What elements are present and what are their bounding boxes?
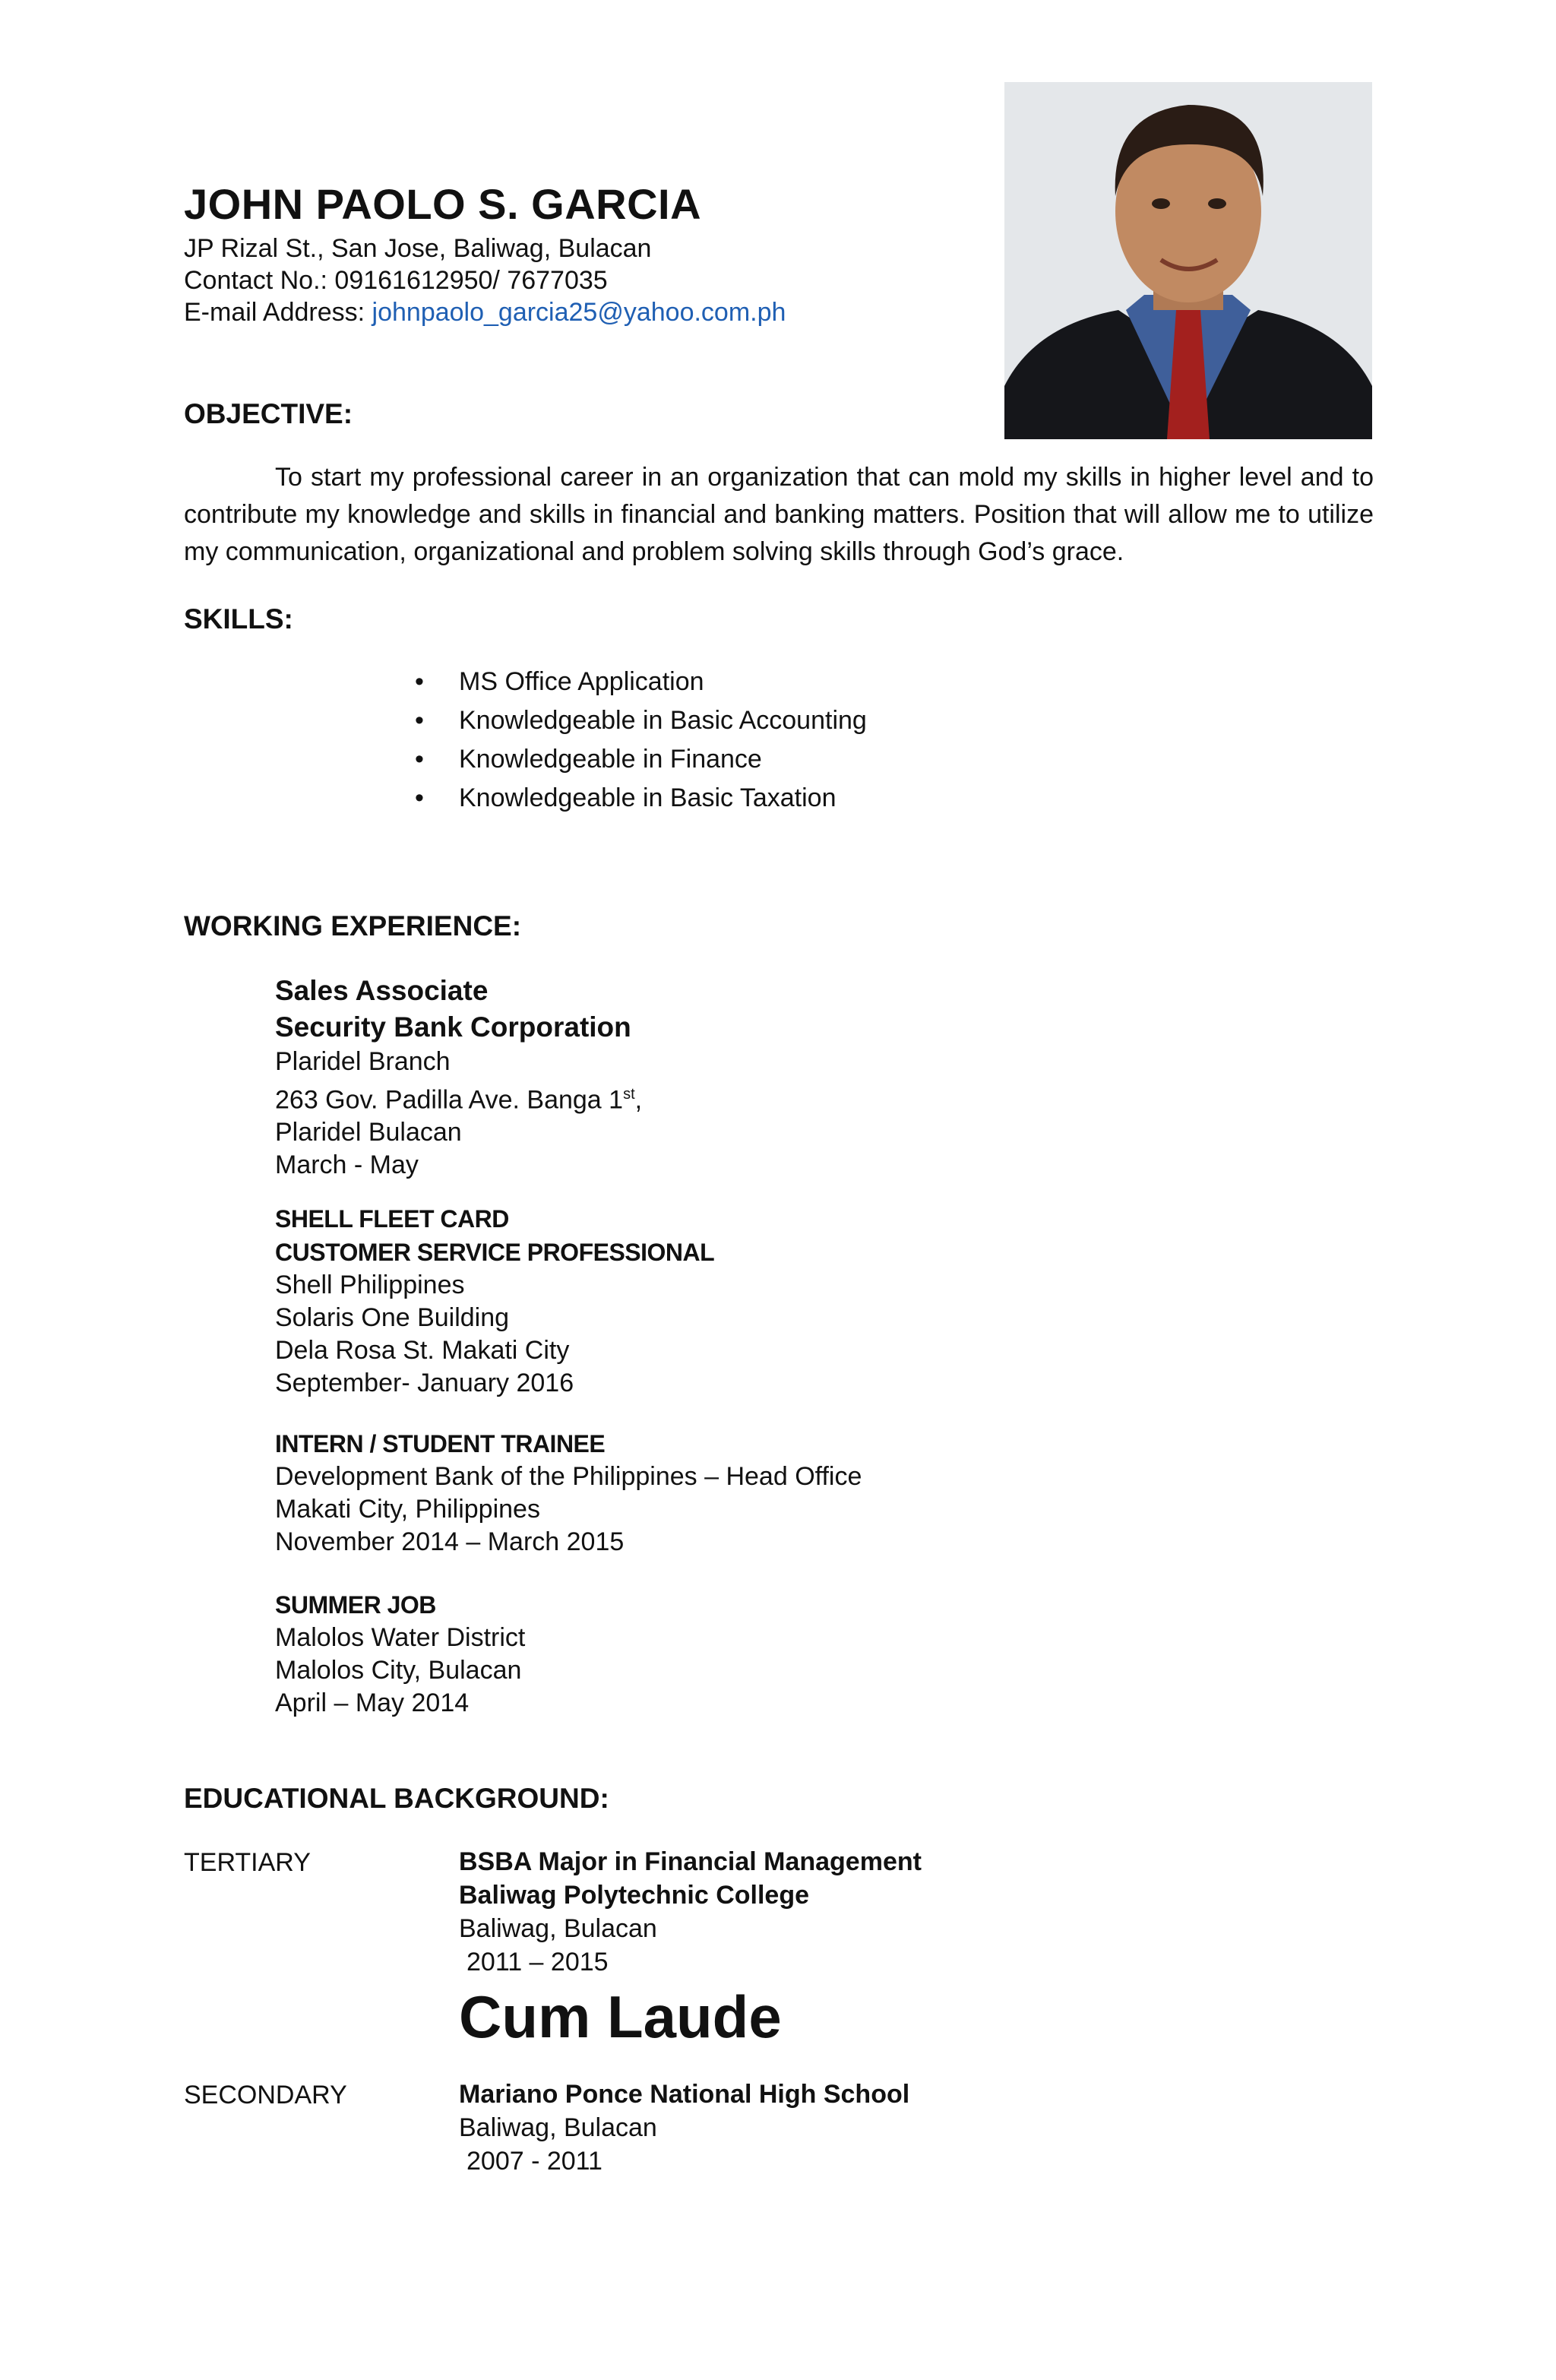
job-dates: September- January 2016 [275, 1369, 574, 1397]
school-name: Mariano Ponce National High School [459, 2080, 910, 2109]
job-address-city: Plaridel Bulacan [275, 1118, 462, 1147]
objective-text [184, 459, 1374, 571]
applicant-name: JOHN PAOLO S. GARCIA [184, 180, 702, 228]
email-line [184, 296, 786, 328]
job-detail: Malolos City, Bulacan [275, 1656, 522, 1685]
job-dates: November 2014 – March 2015 [275, 1527, 625, 1556]
education-title: EDUCATIONAL BACKGROUND: [184, 1783, 609, 1814]
email-link[interactable]: johnpaolo_garcia25@yahoo.com.ph [372, 298, 786, 327]
skills-list [410, 663, 867, 818]
job-position-line2: CUSTOMER SERVICE PROFESSIONAL [275, 1239, 715, 1266]
job-position: SUMMER JOB [275, 1591, 436, 1619]
honor: Cum Laude [459, 1983, 782, 2050]
school-years: 2007 - 2011 [466, 2147, 602, 2176]
job-detail: Dela Rosa St. Makati City [275, 1336, 570, 1365]
job-branch: Plaridel Branch [275, 1047, 451, 1076]
job-address: 263 Gov. Padilla Ave. Banga 1st, [275, 1085, 643, 1115]
education-level-secondary: SECONDARY [184, 2081, 347, 2109]
job-detail: Development Bank of the Philippines – Head Office [275, 1462, 862, 1491]
bullet-icon: • [415, 783, 424, 812]
objective-body: To start my professional career in an organization that can mold my skills in higher level and to contribute my knowledge and skills in financial and banking matters. Position that will allow me to utilize my communication, organizational and problem solving skills through God’s grace. [184, 463, 1374, 566]
contact-number-line: Contact No.: 09161612950/ 7677035 [184, 266, 608, 295]
job-entry-shell [275, 1202, 714, 1400]
job-entry-summer [275, 1588, 525, 1720]
bullet-icon: • [415, 667, 424, 696]
objective-title: OBJECTIVE: [184, 398, 353, 429]
school-years: 2011 – 2015 [466, 1948, 609, 1976]
job-detail: Solaris One Building [275, 1303, 510, 1332]
degree: BSBA Major in Financial Management [459, 1847, 922, 1876]
job-entry-security-bank [275, 973, 642, 1182]
job-dates: March - May [275, 1150, 419, 1180]
education-tertiary-detail [459, 1845, 922, 2055]
job-position: INTERN / STUDENT TRAINEE [275, 1430, 606, 1457]
experience-title: WORKING EXPERIENCE: [184, 910, 522, 942]
job-company: Security Bank Corporation [275, 1011, 631, 1043]
job-dates: April – May 2014 [275, 1688, 470, 1717]
bullet-icon: • [415, 745, 424, 774]
school-location: Baliwag, Bulacan [459, 1914, 657, 1943]
school-name: Baliwag Polytechnic College [459, 1881, 810, 1910]
job-detail: Shell Philippines [275, 1271, 465, 1299]
profile-photo [1004, 82, 1372, 439]
list-item: • Knowledgeable in Basic Taxation [410, 779, 867, 818]
job-position: SHELL FLEET CARD [275, 1205, 509, 1233]
email-label: E-mail Address: [184, 298, 372, 327]
job-detail: Makati City, Philippines [275, 1495, 540, 1524]
bullet-icon: • [415, 706, 424, 735]
job-position: Sales Associate [275, 975, 489, 1006]
list-item: • MS Office Application [410, 663, 867, 701]
address-line: JP Rizal St., San Jose, Baliwag, Bulacan [184, 234, 652, 263]
skills-title: SKILLS: [184, 603, 293, 635]
person-portrait-icon [1004, 82, 1372, 439]
list-item: • Knowledgeable in Finance [410, 740, 867, 779]
school-location: Baliwag, Bulacan [459, 2113, 657, 2142]
education-secondary-detail [459, 2078, 909, 2178]
education-level-tertiary: TERTIARY [184, 1848, 311, 1877]
list-item: • Knowledgeable in Basic Accounting [410, 701, 867, 740]
job-detail: Malolos Water District [275, 1623, 526, 1652]
job-entry-dbp [275, 1427, 862, 1559]
